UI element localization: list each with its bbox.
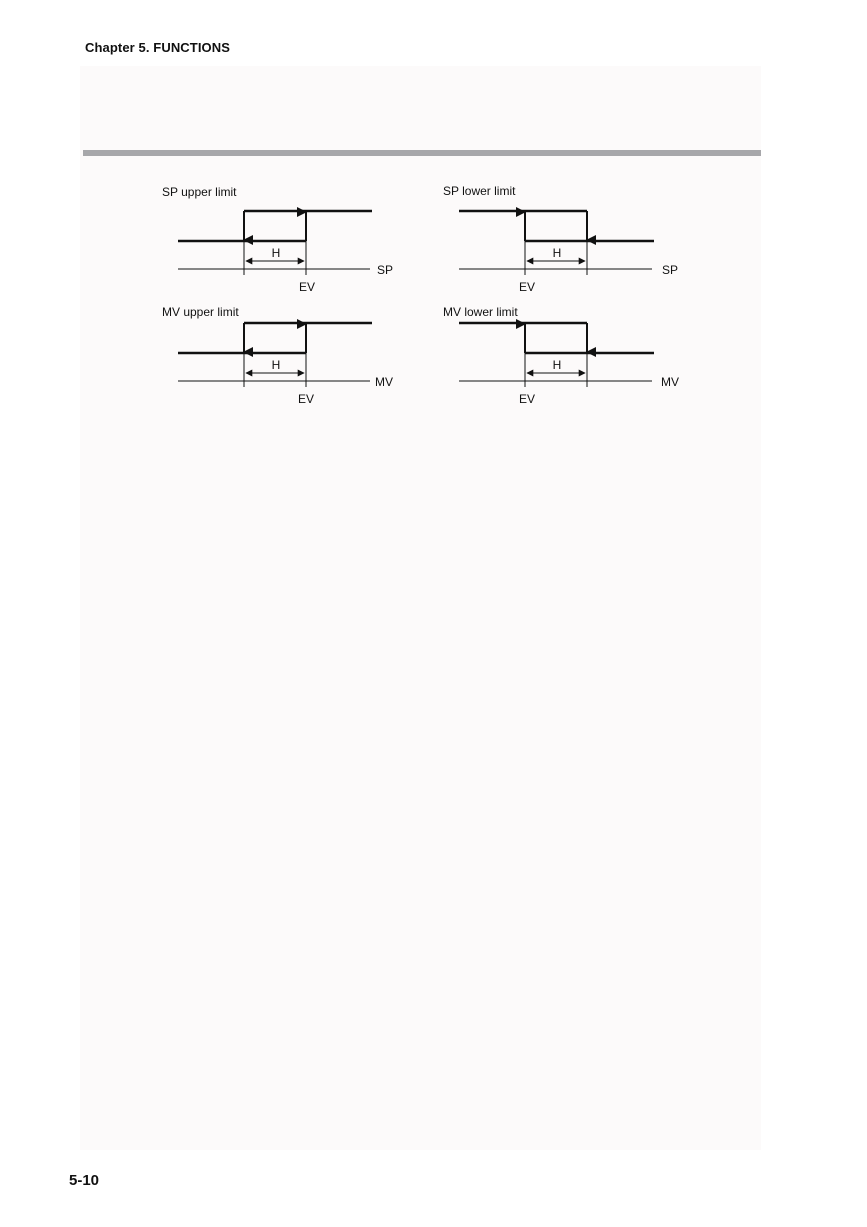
diagram-title: SP upper limit — [162, 185, 237, 199]
axis-label: SP — [662, 263, 679, 277]
ev-label: EV — [298, 280, 316, 294]
hysteresis-diagrams — [0, 0, 867, 430]
axis-label: SP — [377, 263, 394, 277]
h-label: H — [552, 358, 562, 372]
h-label: H — [271, 358, 281, 372]
ev-label: EV — [297, 392, 315, 406]
ev-label: EV — [518, 280, 536, 294]
axis-label: MV — [375, 375, 393, 389]
diagram-title: MV upper limit — [162, 305, 239, 319]
diagram-title: SP lower limit — [443, 184, 516, 198]
ev-label: EV — [518, 392, 536, 406]
axis-label: MV — [661, 375, 679, 389]
diagram-title: MV lower limit — [443, 305, 518, 319]
diagram-sp-upper-limit — [162, 185, 393, 294]
diagram-sp-lower-limit — [443, 184, 678, 294]
diagram-mv-upper-limit — [162, 305, 393, 406]
diagram-mv-lower-limit — [443, 305, 679, 406]
page-number: 5-10 — [69, 1172, 100, 1189]
chapter-header: Chapter 5. FUNCTIONS — [85, 40, 231, 55]
h-label: H — [552, 246, 562, 260]
h-label: H — [271, 246, 281, 260]
